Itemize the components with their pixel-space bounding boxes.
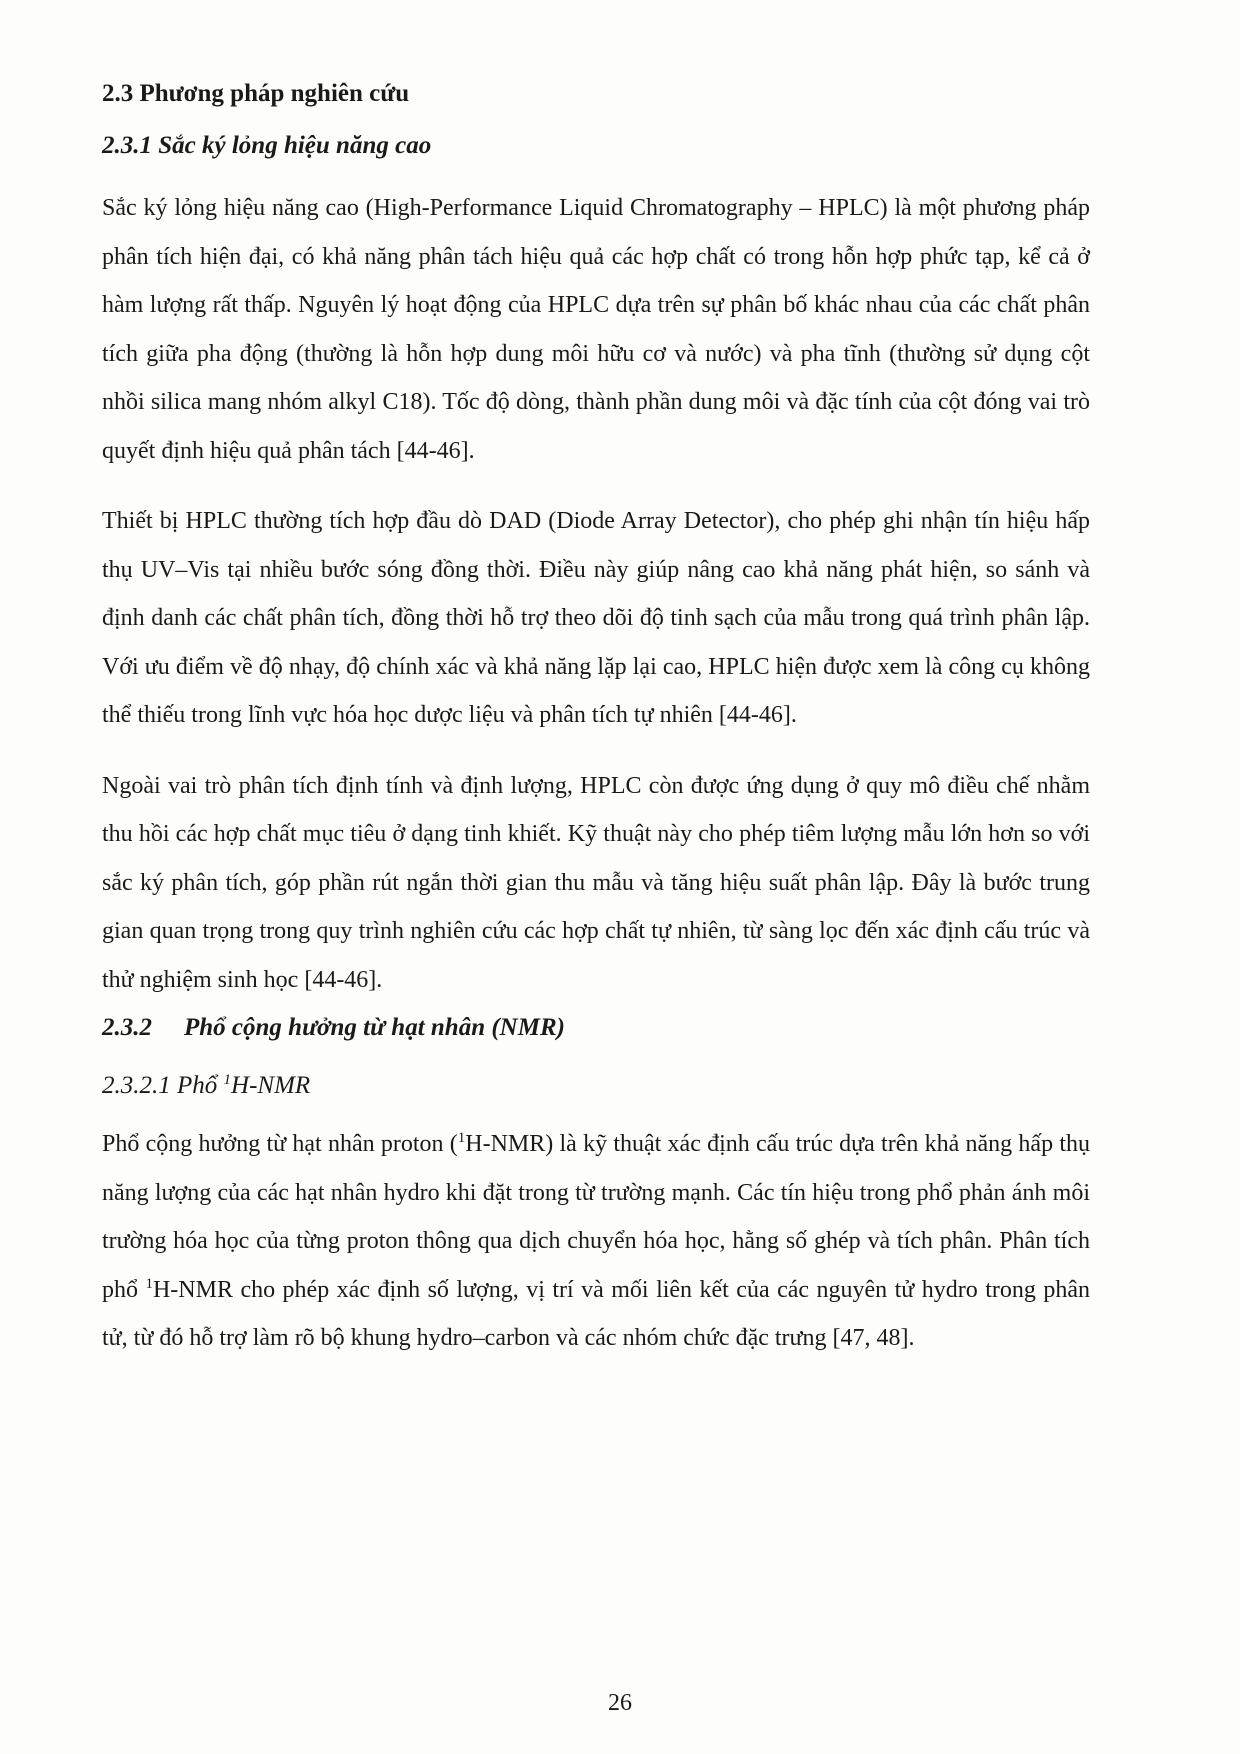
- subsection-title-nmr: Phổ cộng hưởng từ hạt nhân (NMR): [184, 1014, 565, 1041]
- section-heading: 2.3 Phương pháp nghiên cứu: [102, 80, 410, 107]
- page-content: [102, 74, 1090, 1385]
- paragraph-1h-nmr: [102, 1120, 1090, 1363]
- paragraph-hplc-dad: Thiết bị HPLC thường tích hợp đầu dò DAD (Diode Array Detector), cho phép ghi nhận tín hiệu hấp thụ UV–Vis tại nhiều bước sóng đồng thời. Điều này giúp nâng cao khả năng phát hiện, so sánh và định danh các chất phân tích, đồng thời hỗ trợ theo dõi độ tinh sạch của mẫu trong quá trình phân lập. Với ưu điểm về độ nhạy, độ chính xác và khả năng lặp lại cao, HPLC hiện được xem là công cụ không thể thiếu trong lĩnh vực hóa học dược liệu và phân tích tự nhiên [44-46].: [102, 508, 1090, 728]
- paragraph-hplc-preparative: Ngoài vai trò phân tích định tính và định lượng, HPLC còn được ứng dụng ở quy mô điều chế nhằm thu hồi các hợp chất mục tiêu ở dạng tinh khiết. Kỹ thuật này cho phép tiêm lượng mẫu lớn hơn so với sắc ký phân tích, góp phần rút ngắn thời gian thu mẫu và tăng hiệu suất phân lập. Đây là bước trung gian quan trọng trong quy trình nghiên cứu các hợp chất tự nhiên, từ sàng lọc đến xác định cấu trúc và thử nghiệm sinh học [44-46].: [102, 772, 1090, 993]
- superscript-one: 1: [457, 1130, 466, 1146]
- subsubsection-heading-suffix: H-NMR: [231, 1072, 311, 1099]
- paragraph-1h-nmr-part-a: Phổ cộng hưởng từ hạt nhân proton (: [102, 1131, 458, 1157]
- paragraph-1h-nmr-part-b: H-NMR) là kỹ thuật xác định cấu trúc dựa trên khả năng hấp thụ năng lượng của các hạt nhân hydro khi đặt trong từ trường mạnh. Các tín hiệu trong phổ phản ánh môi trường hóa học của từng proton thông qua dịch chuyển hóa học, hằng số ghép và tích phân. Phân tích phổ: [102, 1131, 1090, 1303]
- superscript-one: 1: [145, 1275, 153, 1292]
- superscript-one: 1: [223, 1072, 232, 1088]
- subsection-number-nmr: 2.3.2: [102, 1014, 152, 1041]
- subsection-heading-hplc: 2.3.1 Sắc ký lỏng hiệu năng cao: [102, 132, 432, 159]
- page-number: 26: [608, 1690, 632, 1716]
- subsubsection-heading-1h-nmr: [102, 1066, 1090, 1106]
- paragraph-hplc-principle: Sắc ký lỏng hiệu năng cao (High-Performance Liquid Chromatography – HPLC) là một phương pháp phân tích hiện đại, có khả năng phân tách hiệu quả các hợp chất có trong hỗn hợp phức tạp, kể cả ở hàm lượng rất thấp. Nguyên lý hoạt động của HPLC dựa trên sự phân bố khác nhau của các chất phân tích giữa pha động (thường là hỗn hợp dung môi hữu cơ và nước) và pha tĩnh (thường sử dụng cột nhồi silica mang nhóm alkyl C18). Tốc độ dòng, thành phần dung môi và đặc tính của cột đóng vai trò quyết định hiệu quả phân tách [44-46].: [102, 195, 1090, 464]
- paragraph-1h-nmr-part-c: H-NMR cho phép xác định số lượng, vị trí và mối liên kết của các nguyên tử hydro trong phân tử, từ đó hỗ trợ làm rõ bộ khung hydro–carbon và các nhóm chức đặc trưng [47, 48].: [102, 1276, 1090, 1351]
- subsubsection-heading-prefix: 2.3.2.1 Phổ: [102, 1072, 224, 1099]
- subsection-heading-nmr: [102, 1008, 1090, 1048]
